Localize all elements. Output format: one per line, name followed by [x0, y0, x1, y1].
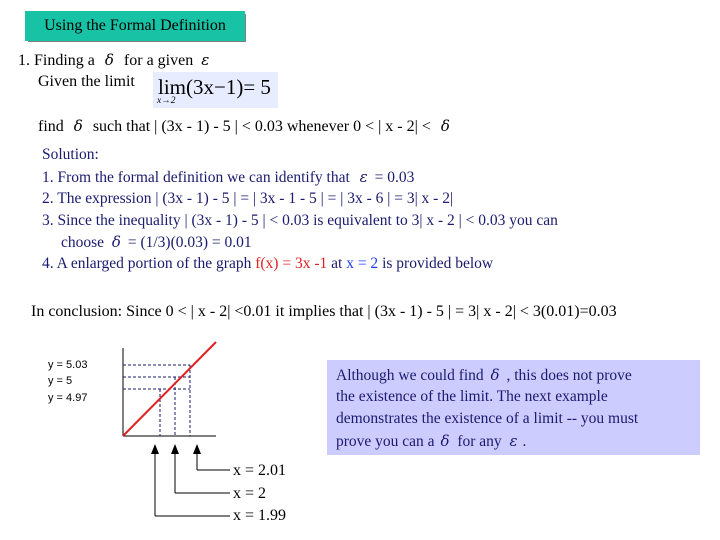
solution-line-2: 2. The expression | (3x - 1) - 5 | = | 3x - 1 - 5 | = | 3x - 6 | = 3| x - 2|	[42, 190, 454, 207]
note-line-3: demonstrates the existence of a limit -- you must	[336, 410, 639, 427]
delta-symbol: δ	[104, 51, 114, 69]
delta-symbol: δ	[111, 233, 121, 251]
epsilon-symbol: ε	[509, 432, 518, 450]
solution-heading: Solution:	[42, 146, 99, 163]
solution-line-4	[42, 255, 493, 273]
note-line-1-prefix: Although we could find	[336, 367, 484, 384]
solution-line-3: 3. Since the inequality | (3x - 1) - 5 | < 0.03 is equivalent to 3| x - 2 | < 0.03 you can	[42, 212, 558, 229]
x-label-2-01: x = 2.01	[233, 462, 287, 479]
given-label: Given the limit	[38, 73, 135, 90]
delta-symbol: δ	[440, 117, 450, 135]
delta-symbol: δ	[490, 366, 500, 384]
graph	[40, 340, 310, 530]
y-label-4-97: y = 4.97	[48, 392, 88, 404]
limit-expression	[153, 72, 278, 108]
note-line-4-suffix: .	[522, 433, 527, 450]
function-line	[123, 342, 216, 436]
note-line-2: the existence of the limit. The next example	[336, 388, 608, 405]
slide-title-text: Using the Formal Definition	[44, 17, 226, 34]
note-box	[327, 360, 700, 455]
function-expression: f(x) = 3x -1	[255, 255, 328, 272]
delta-symbol: δ	[440, 432, 450, 450]
epsilon-symbol: ε	[359, 168, 368, 186]
find-condition: such that | (3x - 1) - 5 | < 0.03 whenever 0 < | x - 2| <	[92, 118, 431, 135]
y-label-5: y = 5	[48, 375, 73, 387]
pointer-arrows	[155, 452, 230, 516]
x-value: x = 2	[346, 255, 379, 272]
limit-main: lim(3x−1)= 5	[158, 75, 271, 99]
note-line-4-prefix: prove you can a	[336, 433, 435, 450]
solution-line-1-text: 1. From the formal definition we can identify that	[42, 169, 350, 186]
arrow-head-icon	[151, 444, 159, 454]
note-line-1-suffix: , this does not prove	[506, 367, 632, 384]
slide-title	[25, 11, 245, 41]
problem-heading	[18, 51, 209, 70]
solution-line-1	[42, 168, 414, 187]
problem-heading-mid: for a given	[123, 52, 194, 69]
conclusion: In conclusion: Since 0 < | x - 2| <0.01 it implies that | (3x - 1) - 5 | = 3| x - 2| < 3(0.01)=0.03	[31, 303, 617, 320]
solution-line-3b-prefix: choose	[61, 234, 105, 251]
note-line-1	[336, 366, 632, 385]
solution-line-3b	[61, 233, 252, 252]
solution-line-4-prefix: 4. A enlarged portion of the graph	[42, 255, 252, 272]
delta-symbol: δ	[73, 117, 83, 135]
y-label-5-03: y = 5.03	[48, 359, 88, 371]
x-label-1-99: x = 1.99	[233, 507, 287, 524]
epsilon-symbol: ε	[201, 51, 210, 69]
solution-line-4-suffix: is provided below	[382, 255, 494, 272]
solution-line-1-value: = 0.03	[374, 169, 415, 186]
problem-heading-prefix: 1. Finding a	[18, 52, 95, 69]
find-statement	[38, 117, 450, 136]
note-line-4	[336, 432, 526, 451]
find-prefix: find	[38, 118, 64, 135]
solution-line-4-mid: at	[331, 255, 343, 272]
x-label-2: x = 2	[233, 485, 267, 502]
limit-subscript: x→2	[157, 96, 176, 106]
arrow-head-icon	[193, 444, 201, 454]
arrow-head-icon	[171, 444, 179, 454]
solution-line-3b-value: = (1/3)(0.03) = 0.01	[127, 234, 252, 251]
note-line-4-mid: for any	[457, 433, 502, 450]
